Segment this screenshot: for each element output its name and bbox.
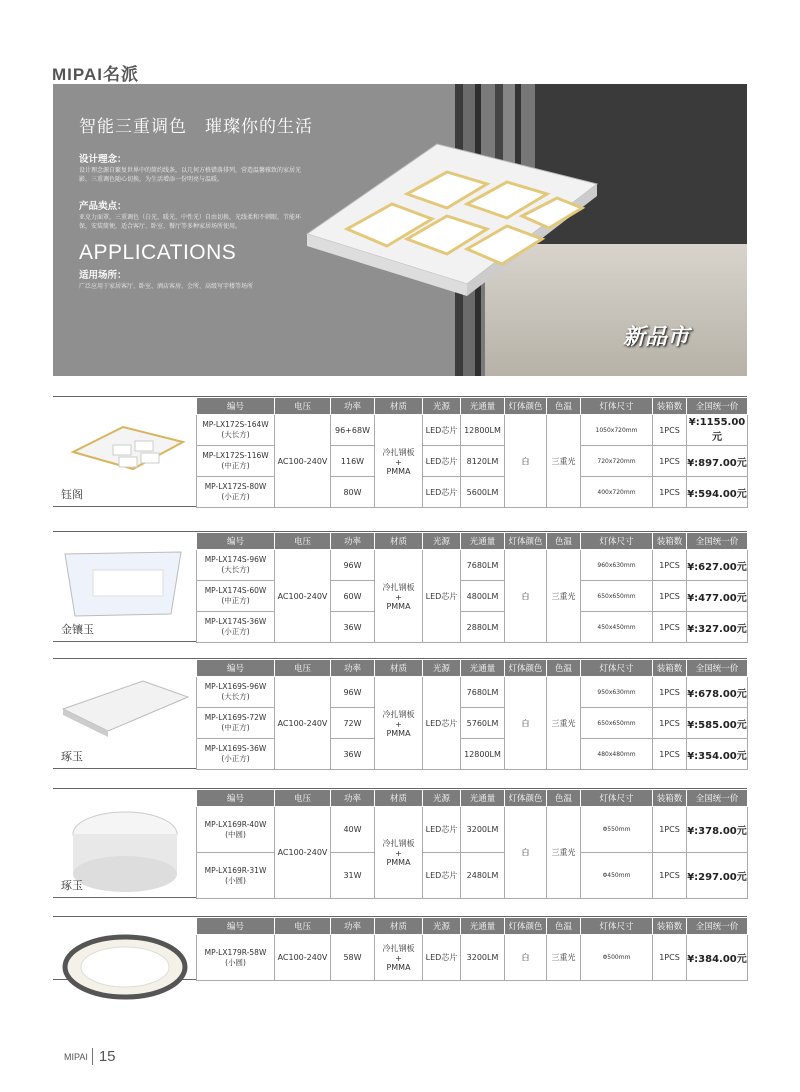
price-cell: ¥:585.00元 (687, 708, 748, 739)
table-row (197, 677, 748, 708)
column-header: 电压 (275, 790, 331, 807)
column-header: 灯体颜色 (505, 790, 547, 807)
size-cell: 650x650mm (581, 708, 653, 739)
price-cell: ¥:1155.00元 (687, 415, 748, 446)
lumen-cell: 8120LM (461, 446, 505, 477)
lamp-thumbnail-rect (53, 532, 196, 632)
model-cell: MP-LX169R-31W (小圆) (197, 853, 275, 899)
box-count-cell: 1PCS (653, 708, 687, 739)
lumen-cell: 2480LM (461, 853, 505, 899)
column-header: 光源 (423, 790, 461, 807)
column-header: 材质 (375, 918, 423, 935)
power-cell: 96W (331, 550, 375, 581)
power-cell: 116W (331, 446, 375, 477)
model-cell: MP-LX172S-116W (中正方) (197, 446, 275, 477)
lumen-cell: 7680LM (461, 677, 505, 708)
temperature-cell: 三重光 (547, 807, 581, 899)
spec-table (196, 397, 748, 508)
column-header: 编号 (197, 790, 275, 807)
size-cell: 960x630mm (581, 550, 653, 581)
product-section (53, 531, 747, 642)
box-count-cell: 1PCS (653, 550, 687, 581)
temperature-cell: 三重光 (547, 550, 581, 643)
spec-table (196, 532, 748, 643)
column-header: 灯体颜色 (505, 533, 547, 550)
model-cell: MP-LX169S-36W (小正方) (197, 739, 275, 770)
column-header: 光通量 (461, 660, 505, 677)
product-name: 钰阁 (61, 488, 83, 501)
scope-text: 广泛应用于家居客厅、卧室、酒店客房、会所、高级写字楼等场所 (79, 283, 254, 290)
feature-label: 产品卖点： (79, 201, 127, 212)
price-cell: ¥:354.00元 (687, 739, 748, 770)
color-cell: 白 (505, 415, 547, 508)
column-header: 装箱数 (653, 660, 687, 677)
price-cell: ¥:897.00元 (687, 446, 748, 477)
source-cell: LED芯片 (423, 935, 461, 981)
column-header: 功率 (331, 533, 375, 550)
footer-brand: MIPAI (64, 1051, 88, 1062)
product-image (53, 917, 197, 979)
size-cell: 720x720mm (581, 446, 653, 477)
column-header: 灯体尺寸 (581, 790, 653, 807)
design-text: 设计理念源自繁复世界中的简约线条，以几何方格错落排列，营造温馨雅致的家居光影，三重调色随心切换，为生活增添一份明亮与温暖。 (79, 167, 302, 183)
column-header: 功率 (331, 398, 375, 415)
voltage-cell: AC100-240V (275, 415, 331, 508)
material-cell: 冷扎钢板 + PMMA (375, 935, 423, 981)
power-cell: 40W (331, 807, 375, 853)
column-header: 灯体尺寸 (581, 533, 653, 550)
size-cell: 400x720mm (581, 477, 653, 508)
spec-table (196, 789, 748, 899)
model-cell: MP-LX169S-96W (大长方) (197, 677, 275, 708)
color-cell: 白 (505, 677, 547, 770)
column-header: 装箱数 (653, 533, 687, 550)
product-name: 金镶玉 (61, 623, 94, 636)
power-cell: 96+68W (331, 415, 375, 446)
design-label: 设计理念： (79, 154, 127, 165)
column-header: 光通量 (461, 790, 505, 807)
column-header: 材质 (375, 790, 423, 807)
power-cell: 31W (331, 853, 375, 899)
column-header: 全国统一价 (687, 790, 748, 807)
column-header: 材质 (375, 398, 423, 415)
product-image (53, 789, 197, 897)
price-cell: ¥:378.00元 (687, 807, 748, 853)
column-header: 全国统一价 (687, 660, 748, 677)
price-cell: ¥:594.00元 (687, 477, 748, 508)
box-count-cell: 1PCS (653, 935, 687, 981)
color-cell: 白 (505, 807, 547, 899)
applications-heading: APPLICATIONS (79, 241, 237, 264)
model-cell: MP-LX174S-60W (中正方) (197, 581, 275, 612)
box-count-cell: 1PCS (653, 477, 687, 508)
column-header: 功率 (331, 660, 375, 677)
product-section (53, 916, 747, 980)
column-header: 电压 (275, 918, 331, 935)
table-row (197, 935, 748, 981)
box-count-cell: 1PCS (653, 612, 687, 643)
column-header: 装箱数 (653, 398, 687, 415)
temperature-cell: 三重光 (547, 677, 581, 770)
voltage-cell: AC100-240V (275, 807, 331, 899)
voltage-cell: AC100-240V (275, 935, 331, 981)
size-cell: 450x450mm (581, 612, 653, 643)
column-header: 电压 (275, 533, 331, 550)
price-cell: ¥:477.00元 (687, 581, 748, 612)
size-cell: Φ500mm (581, 935, 653, 981)
size-cell: 950x630mm (581, 677, 653, 708)
model-cell: MP-LX174S-96W (大长方) (197, 550, 275, 581)
source-cell: LED芯片 (423, 446, 461, 477)
power-cell: 36W (331, 739, 375, 770)
lumen-cell: 3200LM (461, 807, 505, 853)
box-count-cell: 1PCS (653, 581, 687, 612)
table-row (197, 807, 748, 853)
table-row (197, 415, 748, 446)
box-count-cell: 1PCS (653, 677, 687, 708)
source-cell: LED芯片 (423, 853, 461, 899)
voltage-cell: AC100-240V (275, 677, 331, 770)
column-header: 编号 (197, 918, 275, 935)
lumen-cell: 4800LM (461, 581, 505, 612)
source-cell: LED芯片 (423, 677, 461, 770)
scope-label: 适用场所： (79, 270, 127, 281)
box-count-cell: 1PCS (653, 853, 687, 899)
power-cell: 60W (331, 581, 375, 612)
lumen-cell: 12800LM (461, 739, 505, 770)
power-cell: 58W (331, 935, 375, 981)
box-count-cell: 1PCS (653, 807, 687, 853)
column-header: 电压 (275, 660, 331, 677)
column-header: 全国统一价 (687, 918, 748, 935)
lamp-thumbnail-squares (53, 397, 196, 497)
power-cell: 96W (331, 677, 375, 708)
column-header: 色温 (547, 533, 581, 550)
column-header: 光源 (423, 660, 461, 677)
column-header: 电压 (275, 398, 331, 415)
column-header: 功率 (331, 918, 375, 935)
spec-table (196, 917, 748, 981)
model-cell: MP-LX174S-36W (小正方) (197, 612, 275, 643)
material-cell: 冷扎钢板 + PMMA (375, 807, 423, 899)
color-cell: 白 (505, 935, 547, 981)
product-image (53, 397, 197, 506)
price-cell: ¥:327.00元 (687, 612, 748, 643)
header-row (197, 918, 748, 935)
column-header: 材质 (375, 533, 423, 550)
lumen-cell: 12800LM (461, 415, 505, 446)
color-cell: 白 (505, 550, 547, 643)
box-count-cell: 1PCS (653, 739, 687, 770)
box-count-cell: 1PCS (653, 446, 687, 477)
lumen-cell: 2880LM (461, 612, 505, 643)
model-cell: MP-LX169R-40W (中圆) (197, 807, 275, 853)
size-cell: Φ450mm (581, 853, 653, 899)
page-footer (64, 1048, 116, 1066)
column-header: 光源 (423, 918, 461, 935)
header-row (197, 533, 748, 550)
column-header: 灯体尺寸 (581, 398, 653, 415)
page-number: 15 (92, 1048, 116, 1065)
temperature-cell: 三重光 (547, 935, 581, 981)
column-header: 功率 (331, 790, 375, 807)
column-header: 光源 (423, 533, 461, 550)
lumen-cell: 5760LM (461, 708, 505, 739)
size-cell: Φ550mm (581, 807, 653, 853)
column-header: 装箱数 (653, 790, 687, 807)
product-section (53, 658, 747, 769)
lumen-cell: 7680LM (461, 550, 505, 581)
hero-title: 智能三重调色 璀璨你的生活 (79, 117, 313, 137)
box-count-cell: 1PCS (653, 415, 687, 446)
power-cell: 80W (331, 477, 375, 508)
lamp-thumbnail-ring (53, 917, 196, 1017)
column-header: 灯体颜色 (505, 398, 547, 415)
model-cell: MP-LX172S-164W (大长方) (197, 415, 275, 446)
product-section (53, 396, 747, 507)
column-header: 色温 (547, 918, 581, 935)
model-cell: MP-LX169S-72W (中正方) (197, 708, 275, 739)
table-row (197, 550, 748, 581)
header-row (197, 790, 748, 807)
column-header: 全国统一价 (687, 398, 748, 415)
price-cell: ¥:297.00元 (687, 853, 748, 899)
column-header: 编号 (197, 398, 275, 415)
column-header: 光通量 (461, 533, 505, 550)
price-cell: ¥:678.00元 (687, 677, 748, 708)
material-cell: 冷扎钢板 + PMMA (375, 550, 423, 643)
brand-logo: MIPAI名派 (52, 65, 139, 84)
product-name: 琢玉 (61, 879, 83, 892)
column-header: 材质 (375, 660, 423, 677)
voltage-cell: AC100-240V (275, 550, 331, 643)
product-section (53, 788, 747, 898)
source-cell: LED芯片 (423, 807, 461, 853)
column-header: 装箱数 (653, 918, 687, 935)
column-header: 灯体颜色 (505, 660, 547, 677)
temperature-cell: 三重光 (547, 415, 581, 508)
power-cell: 72W (331, 708, 375, 739)
header-row (197, 398, 748, 415)
column-header: 灯体尺寸 (581, 660, 653, 677)
price-cell: ¥:627.00元 (687, 550, 748, 581)
product-image (53, 532, 197, 641)
column-header: 灯体颜色 (505, 918, 547, 935)
size-cell: 650x650mm (581, 581, 653, 612)
model-cell: MP-LX179R-58W (小圆) (197, 935, 275, 981)
size-cell: 1050x720mm (581, 415, 653, 446)
column-header: 光通量 (461, 918, 505, 935)
column-header: 编号 (197, 660, 275, 677)
power-cell: 36W (331, 612, 375, 643)
source-cell: LED芯片 (423, 550, 461, 643)
column-header: 灯体尺寸 (581, 918, 653, 935)
spec-table (196, 659, 748, 770)
column-header: 色温 (547, 660, 581, 677)
lamp-thumbnail-slats (53, 659, 196, 759)
column-header: 编号 (197, 533, 275, 550)
material-cell: 冷扎钢板 + PMMA (375, 415, 423, 508)
ceiling-lamp-image (297, 124, 617, 304)
lumen-cell: 5600LM (461, 477, 505, 508)
lumen-cell: 3200LM (461, 935, 505, 981)
source-cell: LED芯片 (423, 477, 461, 508)
product-name: 琢玉 (61, 750, 83, 763)
column-header: 光通量 (461, 398, 505, 415)
column-header: 色温 (547, 398, 581, 415)
column-header: 光源 (423, 398, 461, 415)
source-cell: LED芯片 (423, 415, 461, 446)
model-cell: MP-LX172S-80W (小正方) (197, 477, 275, 508)
size-cell: 480x480mm (581, 739, 653, 770)
column-header: 色温 (547, 790, 581, 807)
product-image (53, 659, 197, 768)
feature-text: 亚克力面罩，三重调色（白光、暖光、中性光）自由切换，光线柔和不刺眼，节能环保，安装简便，适合客厅、卧室、餐厅等多种家居场所使用。 (79, 214, 302, 230)
column-header: 全国统一价 (687, 533, 748, 550)
material-cell: 冷扎钢板 + PMMA (375, 677, 423, 770)
new-product-badge: 新品市 (623, 325, 690, 350)
header-row (197, 660, 748, 677)
hero-banner (53, 84, 747, 376)
price-cell: ¥:384.00元 (687, 935, 748, 981)
